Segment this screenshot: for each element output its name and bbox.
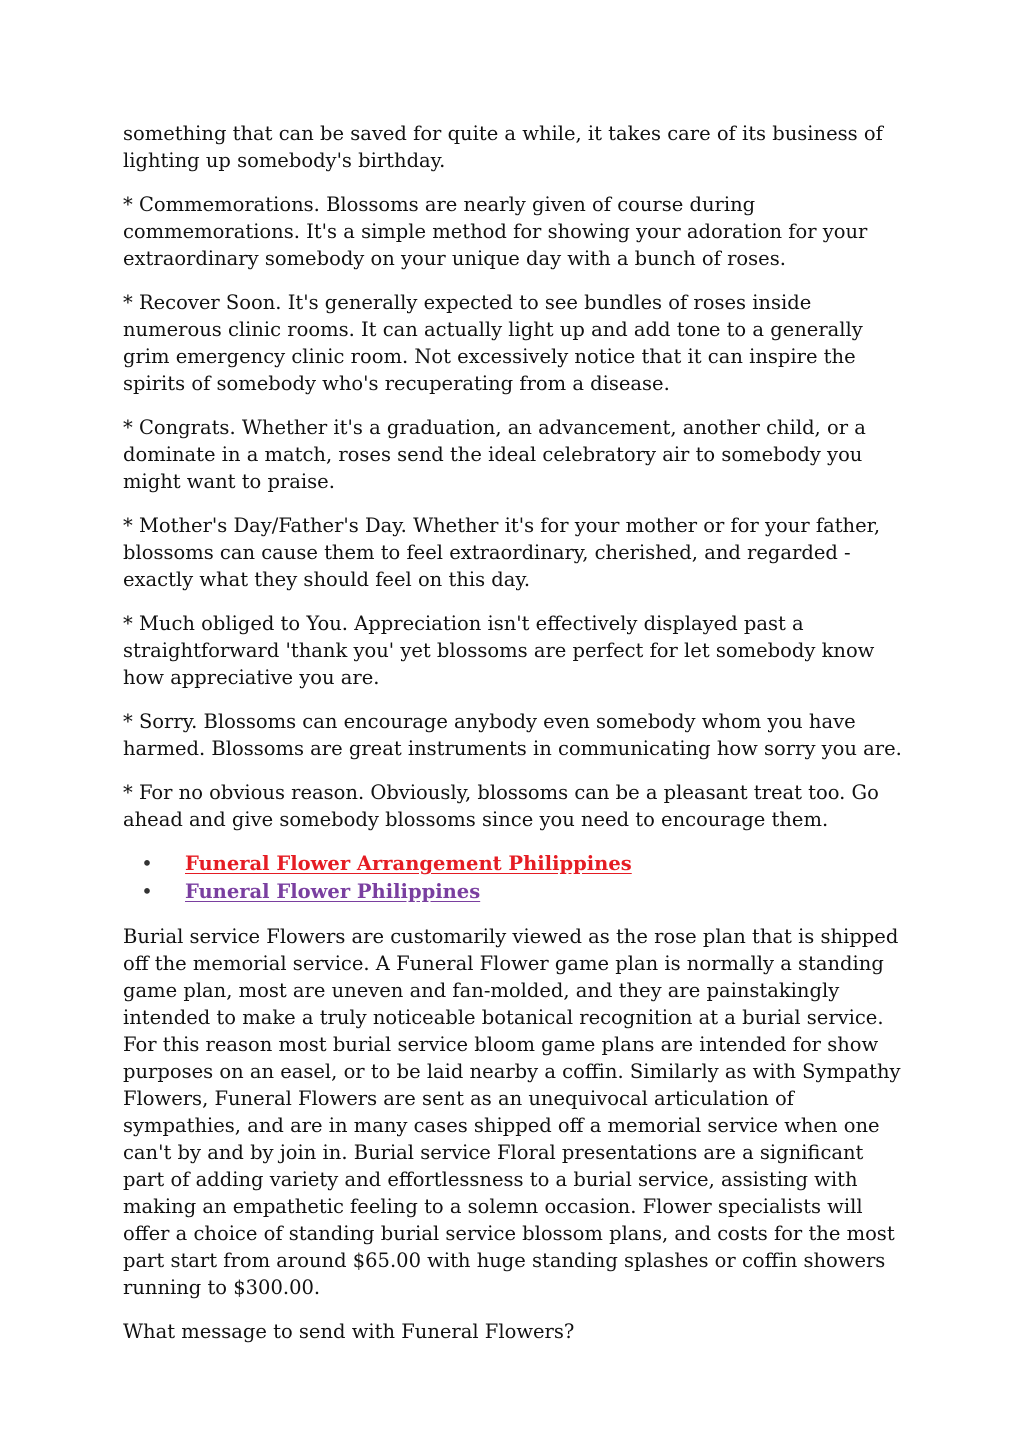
paragraph-commemorations: * Commemorations. Blossoms are nearly given of course during commemorations. It's a simple method for showing your adoration for your extraordinary somebody on your unique day with a bunch of roses. <box>123 193 868 270</box>
paragraph-burial-service: Burial service Flowers are customarily viewed as the rose plan that is shipped off the memorial service. A Funeral Flower game plan is normally a standing game plan, most are uneven and fan-molded, and they are painstakingly intended to make a truly noticeable botanical recognition at a burial service. For this reason most burial service bloom game plans are intended for show purposes on an easel, or to be laid nearby a coffin. Similarly as with Sympathy Flowers, Funeral Flowers are sent as an unequivocal articulation of sympathies, and are in many cases shipped off a memorial service when one can't by and by join in. Burial service Floral presentations are a significant part of adding variety and effortlessness to a burial service, assisting with making an empathetic feeling to a solemn occasion. Flower specialists will offer a choice of standing burial service blossom plans, and costs for the most part start from around $65.00 with huge standing splashes or coffin showers running to $300.00. <box>123 925 901 1299</box>
paragraph-sorry: * Sorry. Blossoms can encourage anybody even somebody whom you have harmed. Blossoms are great instruments in communicating how sorry you are. <box>123 710 902 760</box>
paragraph-recover-soon: * Recover Soon. It's generally expected to see bundles of roses inside numerous clinic rooms. It can actually light up and add tone to a generally grim emergency clinic room. Not excessively notice that it can inspire the spirits of somebody who's recuperating from a disease. <box>123 291 863 395</box>
paragraph-mothers-fathers-day: * Mother's Day/Father's Day. Whether it's for your mother or for your father, blossoms can cause them to feel extraordinary, cherished, and regarded - exactly what they should feel on this day. <box>123 514 881 591</box>
paragraph-congrats: * Congrats. Whether it's a graduation, an advancement, another child, or a dominate in a match, roses send the ideal celebratory air to somebody you might want to praise. <box>123 416 866 493</box>
bullet-icon: • <box>141 852 153 875</box>
document-page <box>123 120 905 1362</box>
bullet-icon: • <box>141 880 153 903</box>
link-list <box>123 850 905 906</box>
list-item <box>123 850 905 878</box>
paragraph-question: What message to send with Funeral Flowers? <box>123 1320 575 1343</box>
link-funeral-flower-philippines[interactable]: Funeral Flower Philippines <box>185 880 481 903</box>
link-funeral-flower-arrangement-philippines[interactable]: Funeral Flower Arrangement Philippines <box>185 852 632 875</box>
paragraph-no-reason: * For no obvious reason. Obviously, blossoms can be a pleasant treat too. Go ahead and give somebody blossoms since you need to encourage them. <box>123 781 879 831</box>
paragraph-birthday: something that can be saved for quite a while, it takes care of its business of lighting up somebody's birthday. <box>123 122 883 172</box>
list-item <box>123 878 905 906</box>
paragraph-thank-you: * Much obliged to You. Appreciation isn't effectively displayed past a straightforward 'thank you' yet blossoms are perfect for let somebody know how appreciative you are. <box>123 612 875 689</box>
